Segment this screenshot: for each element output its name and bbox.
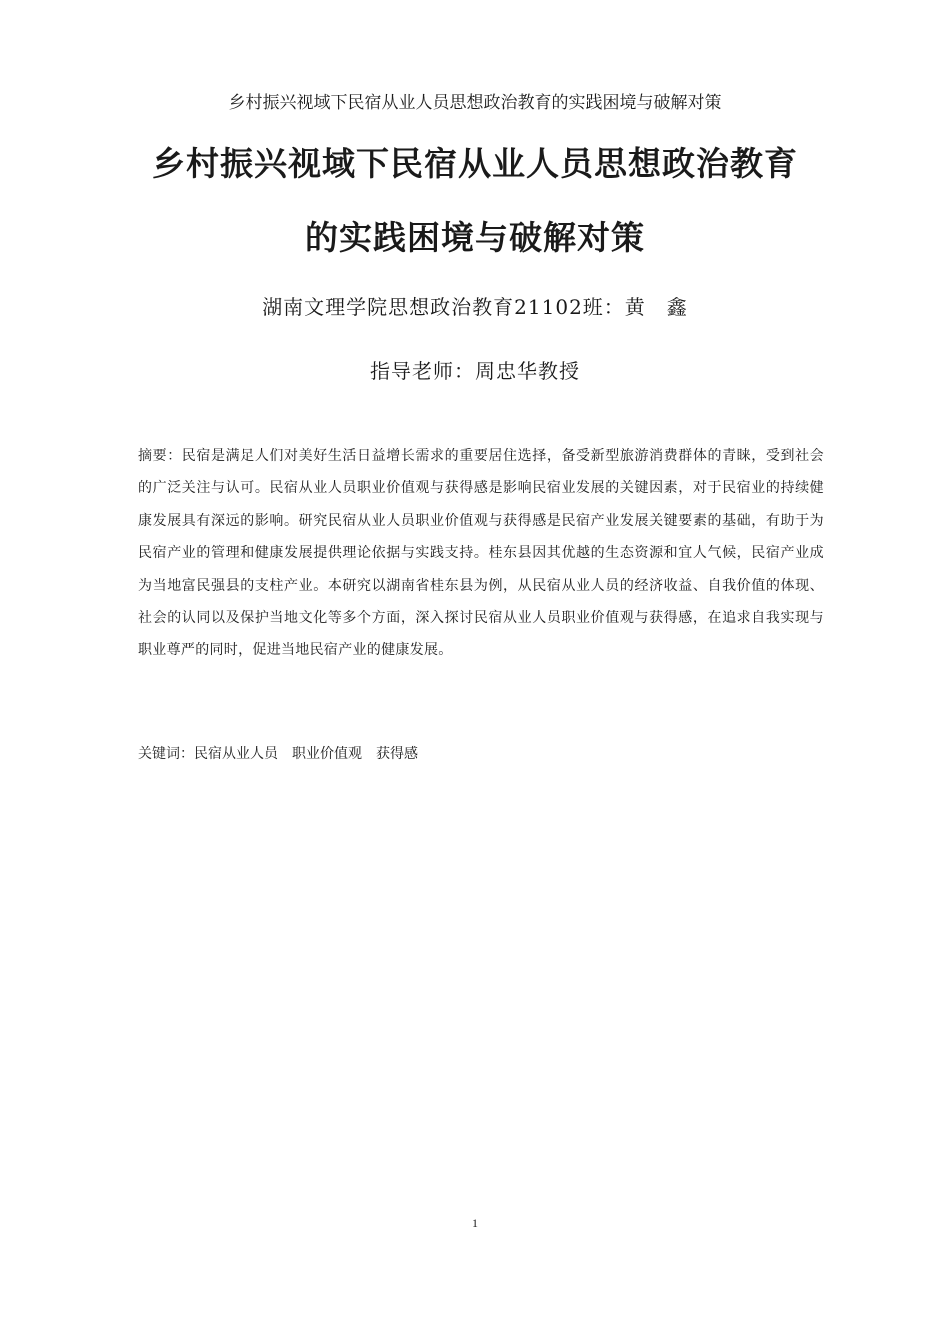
document-title-line-2: 的实践困境与破解对策 (305, 218, 645, 257)
advisor-line: 指导老师：周忠华教授 (370, 359, 580, 383)
keywords-line: 关键词：民宿从业人员 职业价值观 获得感 (138, 746, 418, 762)
document-title-line-1: 乡村振兴视域下民宿从业人员思想政治教育 (152, 144, 798, 183)
abstract-paragraph: 摘要：民宿是满足人们对美好生活日益增长需求的重要居住选择，备受新型旅游消费群体的青睐，受到社会的广泛关注与认可。民宿从业人员职业价值观与获得感是影响民宿业发展的关键因素，对于民宿业的持续健康发展具有深远的影响。研究民宿从业人员职业价值观与获得感是民宿产业发展关键要素的基础，有助于为民宿产业的管理和健康发展提供理论依据与实践支持。桂东县因其优越的生态资源和宜人气候，民宿产业成为当地富民强县的支柱产业。本研究以湖南省桂东县为例，从民宿从业人员的经济收益、自我价值的体现、社会的认同以及保护当地文化等多个方面，深入探讨民宿从业人员职业价值观与获得感，在追求自我实现与职业尊严的同时，促进当地民宿产业的健康发展。 (138, 448, 824, 659)
page-number: 1 (472, 1216, 478, 1230)
running-header: 乡村振兴视域下民宿从业人员思想政治教育的实践困境与破解对策 (228, 93, 722, 113)
author-line: 湖南文理学院思想政治教育21102班：黄 鑫 (262, 295, 688, 319)
